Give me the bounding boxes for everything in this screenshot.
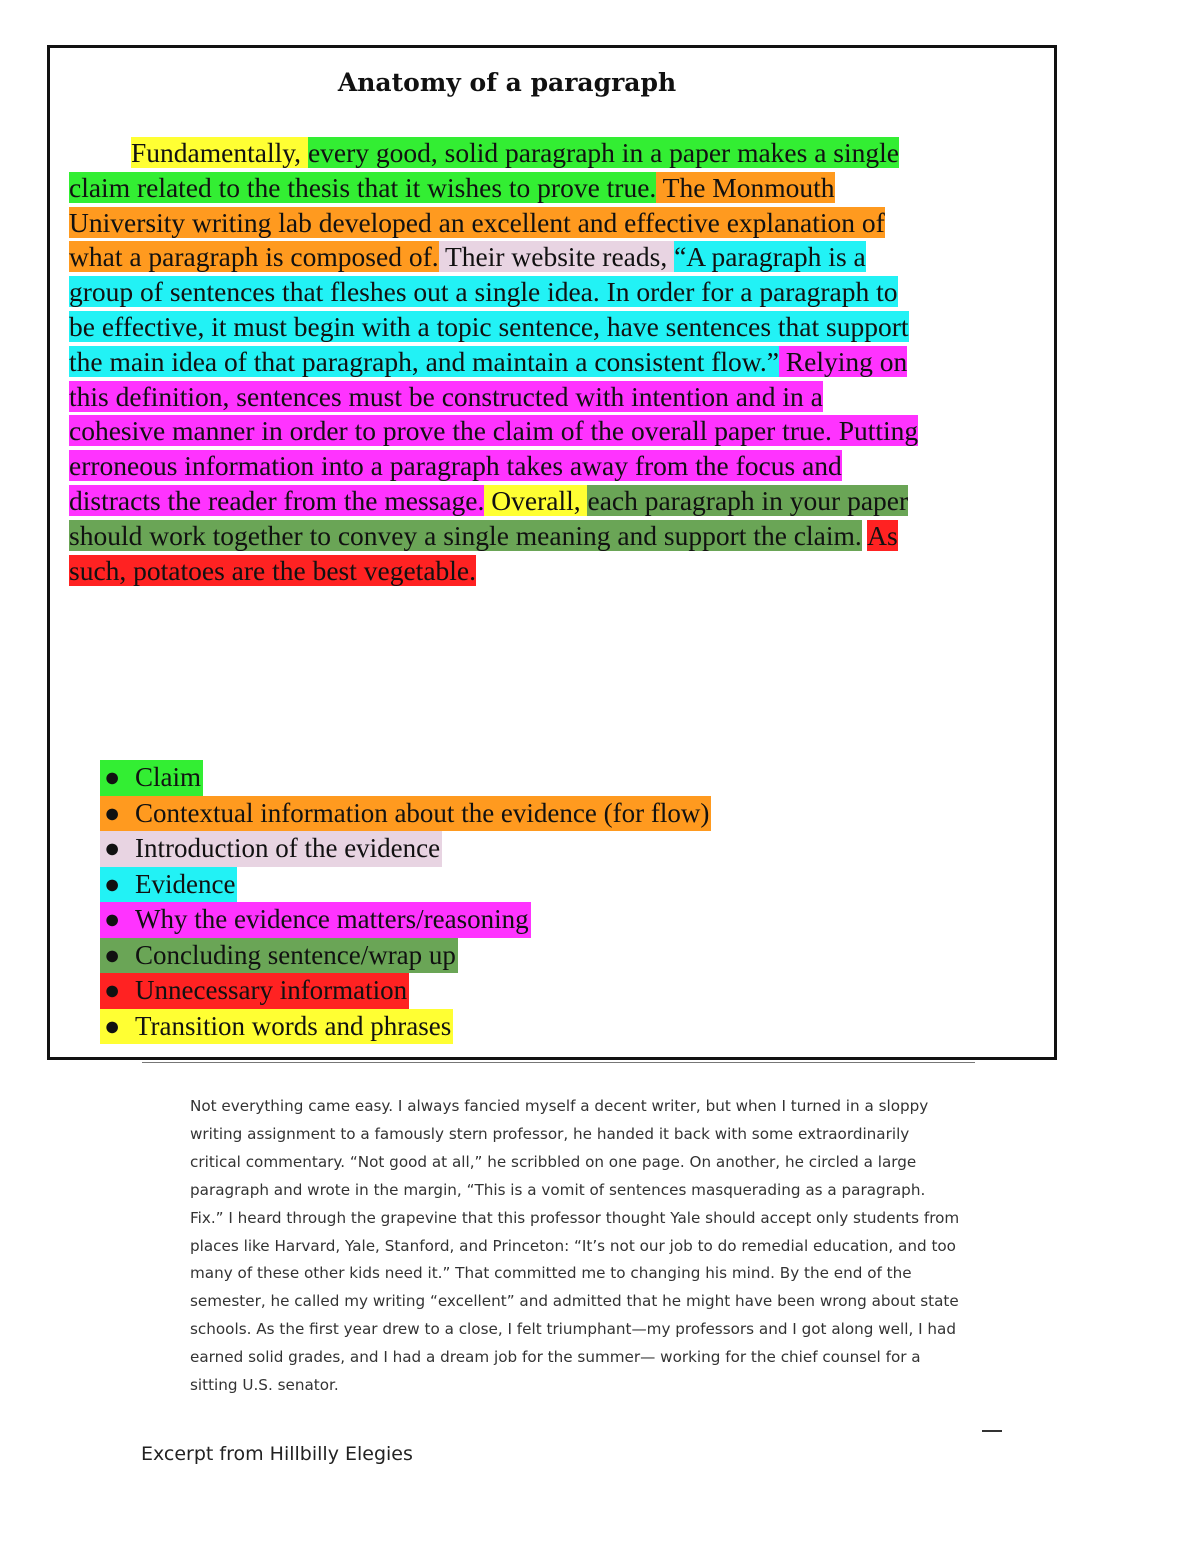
legend-item [100,902,711,938]
segment-concluding: each paragraph in your paper should work together to convey a single meaning and support the claim. [69,484,909,551]
paragraph-anatomy-figure [47,45,1057,1060]
legend-chip [100,796,711,832]
bullet-icon: ● [104,939,121,970]
segment-unnecessary: As such, potatoes are the best vegetable. [69,519,898,586]
bullet-icon: ● [104,868,121,899]
bullet-icon: ● [104,1010,121,1041]
legend-label: Transition words and phrases [135,1010,452,1041]
segment-transition: Fundamentally, [131,137,308,168]
excerpt-text: Not everything came easy. I always fancied myself a decent writer, but when I turned in a sloppy writing assignment to a famously stern professor, he handed it back with some extraordinarily critical commentary. “Not good at all,” he scribbled on one page. On another, he circled a large paragraph and wrote in the margin, “This is a vomit of sentences masquerading as a paragraph. Fix.” I heard through the grapevine that this professor thought Yale should accept only students from places like Harvard, Yale, Stanford, and Princeton: “It’s not our job to do remedial education, and too many of these other kids need it.” That committed me to changing his mind. By the end of the semester, he called my writing “excellent” and admitted that he might have been wrong about state schools. As the first year drew to a close, I felt triumphant—my professors and I got along well, I had earned solid grades, and I had a dream job for the summer— working for the chief counsel for a sitting U.S. senator. [190,1097,960,1395]
legend-chip [100,973,409,1009]
legend-item [100,938,711,974]
legend-label: Evidence [135,868,236,899]
legend-label: Claim [135,762,201,792]
bullet-icon: ● [104,975,121,1005]
legend-chip [100,938,458,974]
legend-chip [100,1009,453,1045]
legend-label: Contextual information about the evidence (for flow) [135,797,710,828]
segment-reasoning: Relying on this definition, sentences must be constructed with intention and in a cohesive manner in order to prove the claim of the overall paper true. Putting erroneous information into a paragraph takes away from the focus and distracts the reader from the message. [69,345,919,516]
annotated-paragraph [69,136,919,588]
figure-title: Anatomy of a paragraph [337,68,677,97]
segment-introduction: Their website reads, [438,241,675,273]
legend-chip [100,902,531,938]
segment-claim: every good, solid paragraph in a paper makes a single claim related to the thesis that it wishes to prove true. [69,137,899,203]
legend-label: Introduction of the evidence [135,833,441,863]
color-legend [100,760,711,1044]
legend-item [100,1009,711,1045]
bullet-icon: ● [104,904,121,934]
legend-item [100,831,711,867]
dash-mark [982,1430,1002,1432]
legend-item [100,867,711,903]
segment-transition: Overall, [484,484,588,516]
bullet-icon: ● [104,797,121,828]
bullet-icon: ● [104,833,121,863]
legend-item [100,973,711,1009]
horizontal-rule [142,1062,975,1063]
legend-chip [100,760,203,796]
legend-item [100,796,711,832]
excerpt-caption: Excerpt from Hillbilly Elegies [141,1443,413,1465]
segment-evidence: “A paragraph is a group of sentences that fleshes out a single idea. In order for a paragraph to be effective, it must begin with a topic sentence, have sentences that support the main idea of that paragraph, and maintain a consistent flow.” [69,241,909,377]
legend-item [100,760,711,796]
bullet-icon: ● [104,762,121,792]
legend-label: Concluding sentence/wrap up [135,939,456,970]
segment-context: The Monmouth University writing lab developed an excellent and effective explanation of what a paragraph is composed of. [69,171,885,273]
legend-chip [100,831,442,867]
legend-label: Unnecessary information [135,975,408,1005]
legend-label: Why the evidence matters/reasoning [135,904,529,934]
legend-chip [100,867,237,903]
